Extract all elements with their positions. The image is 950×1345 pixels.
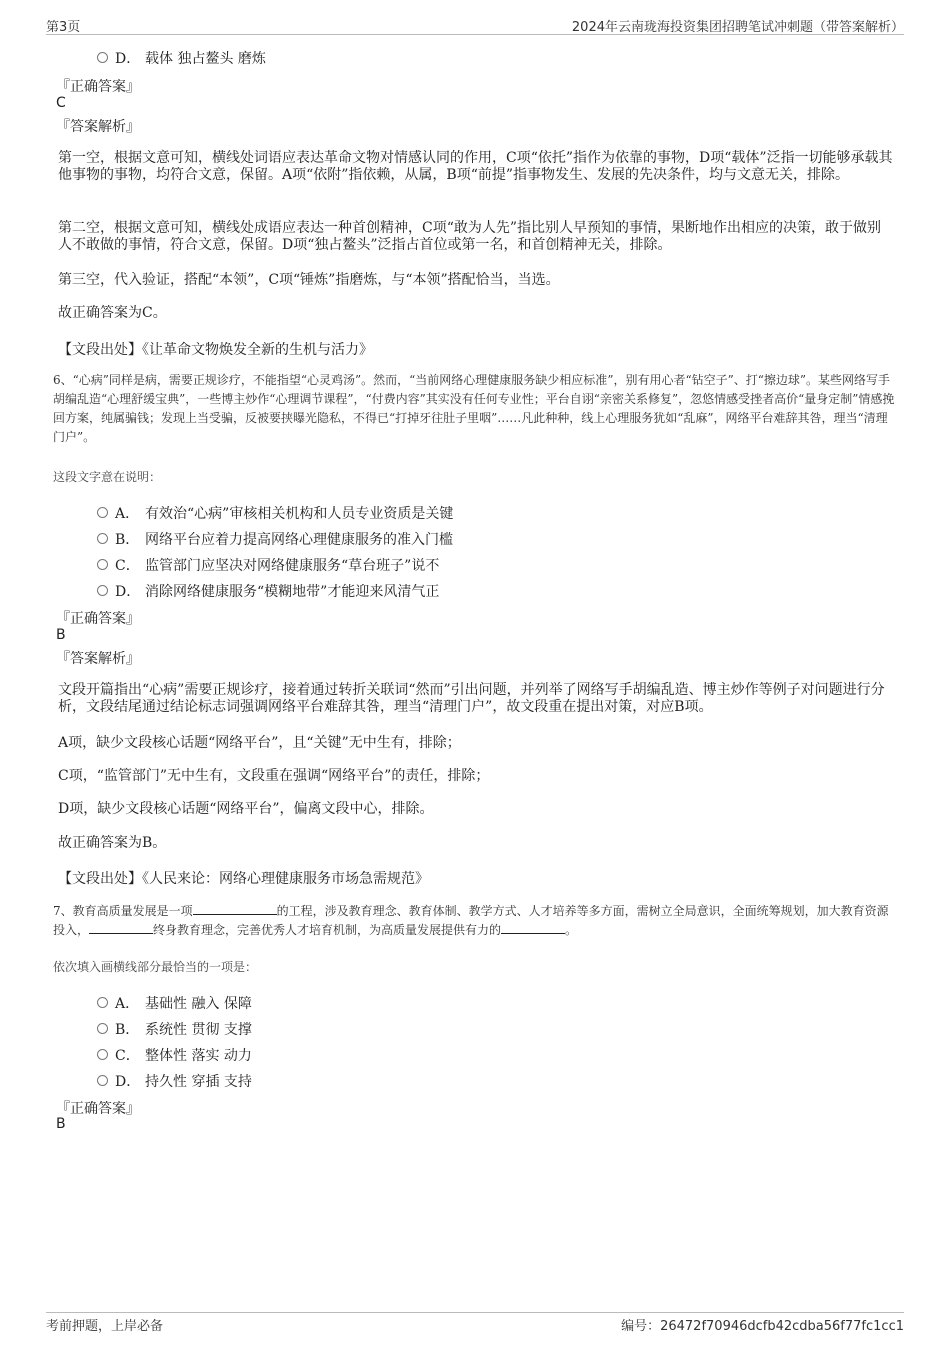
q5-option-d[interactable]: D． 载体 独占鳌头 磨炼 [97, 48, 397, 68]
q7-option-a[interactable]: A． 基础性 融入 保障 [97, 993, 397, 1013]
q6-analysis-para-1: 文段开篇指出“心病”需要正规诊疗，接着通过转折关联词“然而”引出问题，并列举了网络写手胡编乱造、博主炒作等例子对问题进行分析，文段结尾通过结论标志词强调网络平台难辞其咎，理当“清理门户”，故文段重在提出对策，对应B项。 [58, 682, 885, 715]
q5-answer: C [56, 95, 66, 111]
q7-prompt: 依次填入画横线部分最恰当的一项是： [53, 960, 258, 974]
radio-icon[interactable] [97, 997, 108, 1008]
q6-analysis-para-5: 故正确答案为B。 [58, 835, 167, 851]
radio-icon[interactable] [97, 52, 108, 63]
document-serial: 编号：26472f70946dcfb42cdba56f77fc1cc1 [621, 1319, 904, 1334]
q5-analysis-label: 『答案解析』 [56, 119, 140, 135]
radio-icon[interactable] [97, 533, 108, 544]
radio-icon[interactable] [97, 1075, 108, 1086]
radio-icon[interactable] [97, 507, 108, 518]
page-number: 第3页 [46, 20, 81, 35]
q6-analysis-para-2: A项，缺少文段核心话题“网络平台”，且“关键”无中生有，排除； [58, 735, 461, 751]
q6-analysis-label: 『答案解析』 [56, 651, 140, 667]
q6-prompt: 这段文字意在说明： [53, 470, 162, 484]
q6-source: 【文段出处】《人民来论：网络心理健康服务市场急需规范》 [58, 871, 429, 887]
q6-option-c[interactable]: C． 监管部门应坚决对网络健康服务“草台班子”说不 [97, 555, 517, 575]
fill-blank-1 [193, 902, 277, 915]
footer-slogan: 考前押题，上岸必备 [46, 1319, 164, 1334]
q6-analysis-para-4: D项，缺少文段核心话题“网络平台”，偏离文段中心，排除。 [58, 801, 434, 817]
radio-icon[interactable] [97, 1023, 108, 1034]
q6-analysis-para-3: C项，“监管部门”无中生有，文段重在强调“网络平台”的责任，排除； [58, 768, 490, 784]
q7-option-c[interactable]: C． 整体性 落实 动力 [97, 1045, 397, 1065]
page-header [46, 14, 904, 35]
q7-correct-answer-label: 『正确答案』 [56, 1101, 140, 1117]
q6-option-b[interactable]: B． 网络平台应着力提高网络心理健康服务的准入门槛 [97, 529, 517, 549]
fill-blank-3 [501, 921, 565, 934]
document-title: 2024年云南珑海投资集团招聘笔试冲刺题（带答案解析） [571, 20, 904, 35]
q6-answer: B [56, 627, 66, 643]
fill-blank-2 [89, 921, 153, 934]
q7-stem: 7、教育高质量发展是一项 的工程，涉及教育理念、教育体制、教学方式、人才培养等多方面，需树立全局意识，全面统筹规划，加大教育资源投入， 终身教育理念，完善优秀人才培育机制，为高质量发展提供有力的 。 [53, 904, 889, 937]
q5-analysis-para-3: 第三空，代入验证，搭配“本领”，C项“锤炼”指磨炼，与“本领”搭配恰当，当选。 [58, 272, 560, 288]
q6-stem: 6、“心病”同样是病，需要正规诊疗，不能指望“心灵鸡汤”。然而，“当前网络心理健康服务缺少相应标准”，别有用心者“钻空子”、打“擦边球”。某些网络写手胡编乱造“心理舒缓宝典”，一些博主炒作“心理调节课程”，“付费内容”其实没有任何专业性；平台自诩“亲密关系修复”，忽悠情感受挫者高价“量身定制”情感挽回方案，纯属骗钱；发现上当受骗，反被要挟曝光隐私，不得已“打掉牙往肚子里咽”……凡此种种，线上心理服务犹如“乱麻”，网络平台难辞其咎，理当“清理门户”。 [53, 373, 895, 444]
q7-option-d[interactable]: D． 持久性 穿插 支持 [97, 1071, 397, 1091]
q5-source: 【文段出处】《让革命文物焕发全新的生机与活力》 [58, 342, 373, 358]
q7-answer: B [56, 1116, 66, 1132]
q5-analysis-para-1: 第一空，根据文意可知，横线处词语应表达革命文物对情感认同的作用，C项“依托”指作为依靠的事物，D项“载体”泛指一切能够承载其他事物的事物，均符合文意，保留。A项“依附”指依赖，从属，B项“前提”指事物发生、发展的先决条件，均与文意无关，排除。 [58, 150, 893, 183]
q7-option-b[interactable]: B． 系统性 贯彻 支撑 [97, 1019, 397, 1039]
q5-analysis-para-2: 第二空，根据文意可知，横线处成语应表达一种首创精神，C项“敢为人先”指比别人早预知的事情，果断地作出相应的决策，敢于做别人不敢做的事情，符合文意，保留。D项“独占鳌头”泛指占首位或第一名，和首创精神无关，排除。 [58, 220, 882, 253]
q5-correct-answer-label: 『正确答案』 [56, 79, 140, 95]
q6-correct-answer-label: 『正确答案』 [56, 611, 140, 627]
radio-icon[interactable] [97, 559, 108, 570]
radio-icon[interactable] [97, 1049, 108, 1060]
q6-option-d[interactable]: D． 消除网络健康服务“模糊地带”才能迎来风清气正 [97, 581, 517, 601]
radio-icon[interactable] [97, 585, 108, 596]
q6-option-a[interactable]: A． 有效治“心病”审核相关机构和人员专业资质是关键 [97, 503, 517, 523]
q5-analysis-para-4: 故正确答案为C。 [58, 305, 167, 321]
page-footer [46, 1312, 904, 1335]
